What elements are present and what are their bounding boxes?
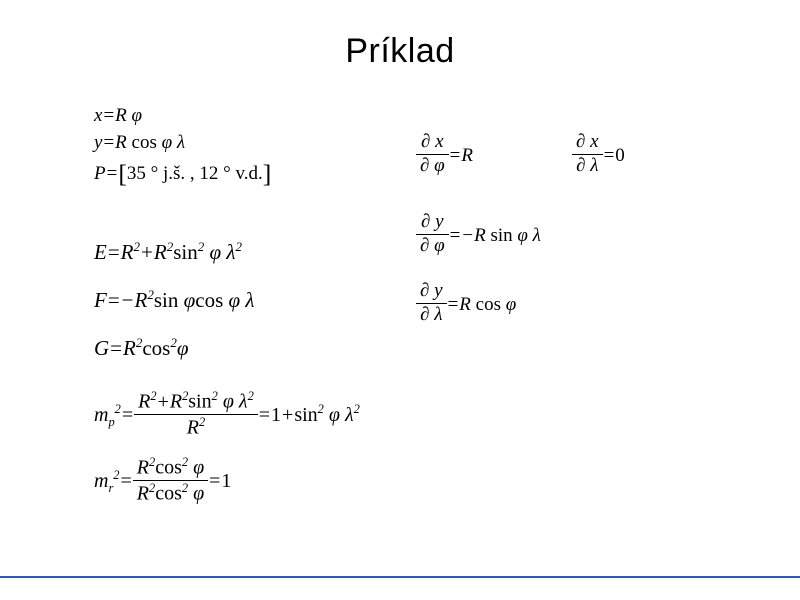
num-y: y xyxy=(434,280,443,302)
eq-F-exp1: 2 xyxy=(147,287,154,302)
eq-F-var: F xyxy=(94,288,107,312)
eq-mp-equals1: = xyxy=(121,403,134,426)
eq-mr-sub: r xyxy=(108,480,114,495)
num-plus: + xyxy=(157,390,169,413)
partial-icon: ∂ xyxy=(576,155,586,176)
bracket-open: [ xyxy=(118,159,127,188)
eq-E-equals: = xyxy=(107,240,120,264)
equation-dy-dphi xyxy=(416,211,541,259)
equation-y xyxy=(94,133,185,154)
fraction-denominator xyxy=(133,481,208,505)
eq-G-R: R xyxy=(123,336,136,360)
fraction-dy-dlambda xyxy=(416,281,447,326)
eq-mp-exp3: 2 xyxy=(353,402,360,417)
eq-F-phi1: φ xyxy=(183,288,196,312)
eq-mp-m: m xyxy=(94,403,109,426)
eq-G-exp1: 2 xyxy=(135,335,143,350)
eq-E-plus: + xyxy=(141,240,153,264)
eq-mp-exp: 2 xyxy=(114,402,121,417)
fraction-mp xyxy=(134,390,258,438)
eq-mp-sin: sin xyxy=(294,403,318,426)
fraction-numerator xyxy=(133,456,208,481)
eq-mp-equals2: = xyxy=(258,403,271,426)
footer-divider xyxy=(0,576,800,578)
equation-mr xyxy=(94,455,232,506)
den-phi: φ xyxy=(193,482,205,505)
eq-mp-lambda: λ xyxy=(344,403,354,426)
eq-dydlambda-R: R xyxy=(459,293,471,315)
eq-F-R: R xyxy=(134,288,148,312)
eq-y-cos: cos xyxy=(131,132,157,153)
num-exp3: 2 xyxy=(211,389,218,403)
eq-mr-equals2: = xyxy=(209,469,221,492)
eq-mr-equals1: = xyxy=(120,469,132,492)
eq-mr-exp: 2 xyxy=(113,468,120,483)
equation-dx-dphi xyxy=(416,131,473,179)
den-phi: φ xyxy=(434,155,445,176)
equation-mp xyxy=(94,389,360,440)
eq-dydphi-minus: − xyxy=(462,224,474,246)
fraction-numerator xyxy=(416,212,449,235)
eq-E-R1: R xyxy=(120,240,134,264)
fraction-numerator xyxy=(134,390,258,415)
eq-y-lambda: λ xyxy=(176,132,186,153)
fraction-dx-dlambda xyxy=(572,132,603,177)
eq-F-lambda: λ xyxy=(245,288,255,312)
eq-mp-one: 1 xyxy=(271,403,282,426)
eq-mr-m: m xyxy=(94,469,109,492)
eq-dydlambda-cos: cos xyxy=(475,293,501,315)
eq-y-var: y xyxy=(94,132,103,153)
den-phi: φ xyxy=(434,235,445,256)
partial-icon: ∂ xyxy=(420,155,430,176)
num-x: x xyxy=(435,131,444,153)
den-lambda: λ xyxy=(434,304,443,325)
eq-mp-exp2: 2 xyxy=(317,402,324,417)
eq-P-coords: 35 ° j.š. , 12 ° v.d. xyxy=(126,162,263,184)
num-R2: R xyxy=(169,390,183,413)
eq-E-phi: φ xyxy=(209,240,222,264)
fraction-denominator xyxy=(416,235,449,257)
eq-E-exp3: 2 xyxy=(197,239,205,254)
num-exp4: 2 xyxy=(247,389,254,403)
eq-dydlambda-equals: = xyxy=(447,293,459,315)
fraction-denominator xyxy=(416,304,447,326)
eq-mp-phi: φ xyxy=(328,403,340,426)
fraction-dy-dphi xyxy=(416,212,449,257)
equation-dx-dlambda xyxy=(572,131,625,179)
partial-icon: ∂ xyxy=(421,131,431,153)
page-title: Príklad xyxy=(345,32,455,70)
fraction-dx-dphi xyxy=(416,132,449,177)
num-lambda: λ xyxy=(238,390,248,413)
equation-F xyxy=(94,288,254,312)
num-y: y xyxy=(435,211,444,233)
equation-P xyxy=(94,160,271,188)
eq-E-exp4: 2 xyxy=(235,239,242,254)
eq-G-phi: φ xyxy=(176,336,189,360)
den-lambda: λ xyxy=(590,155,599,176)
num-exp2: 2 xyxy=(182,389,189,403)
equation-dy-dlambda xyxy=(416,280,517,328)
eq-F-cos: cos xyxy=(195,288,224,312)
num-exp1: 2 xyxy=(148,455,156,469)
eq-mp-plus: + xyxy=(282,403,294,426)
num-x: x xyxy=(590,131,599,153)
fraction-numerator xyxy=(416,281,447,304)
partial-icon: ∂ xyxy=(420,280,430,302)
bracket-close: ] xyxy=(262,159,272,188)
eq-mr-one: 1 xyxy=(221,469,232,492)
eq-P-equals: = xyxy=(106,162,118,184)
eq-G-cos: cos xyxy=(142,336,171,360)
den-cos: cos xyxy=(155,482,182,505)
num-R: R xyxy=(136,456,149,479)
eq-dxdphi-equals: = xyxy=(449,144,461,166)
num-phi: φ xyxy=(222,390,234,413)
eq-F-minus: − xyxy=(121,288,134,312)
eq-dydphi-phi: φ xyxy=(517,224,528,246)
den-exp1: 2 xyxy=(148,480,156,495)
num-exp2: 2 xyxy=(181,455,189,469)
eq-F-equals: = xyxy=(107,288,120,312)
eq-y-equals: = xyxy=(103,132,115,153)
eq-x-phi: φ xyxy=(131,105,143,126)
eq-P-var: P xyxy=(94,162,106,184)
eq-G-equals: = xyxy=(110,336,123,360)
eq-dydphi-lambda: λ xyxy=(532,224,541,246)
fraction-numerator xyxy=(416,132,449,155)
equation-x xyxy=(94,106,142,127)
eq-dydlambda-phi: φ xyxy=(505,293,517,315)
eq-F-sin: sin xyxy=(153,288,179,312)
eq-dxdlambda-equals: = xyxy=(603,144,615,166)
num-sin: sin xyxy=(188,390,212,413)
eq-E-exp2: 2 xyxy=(166,239,174,254)
eq-x-equals: = xyxy=(103,105,115,126)
eq-dydphi-R: R xyxy=(474,224,486,246)
eq-x-var: x xyxy=(94,105,103,126)
eq-G-var: G xyxy=(94,336,110,360)
eq-E-sin: sin xyxy=(173,240,198,264)
eq-y-R: R xyxy=(115,132,127,153)
eq-y-phi: φ xyxy=(161,132,173,153)
equation-E xyxy=(94,240,242,264)
den-exp2: 2 xyxy=(181,480,189,495)
den-R: R xyxy=(136,482,149,505)
num-phi: φ xyxy=(193,456,205,479)
fraction-denominator xyxy=(572,155,603,177)
num-R1: R xyxy=(138,390,151,413)
fraction-numerator xyxy=(572,132,603,155)
partial-icon: ∂ xyxy=(420,235,430,256)
fraction-mr xyxy=(133,456,208,504)
eq-E-var: E xyxy=(94,240,107,264)
num-cos: cos xyxy=(155,456,182,479)
eq-E-exp1: 2 xyxy=(133,239,141,254)
eq-mp-sub: p xyxy=(108,414,115,429)
partial-icon: ∂ xyxy=(576,131,586,153)
eq-dydphi-sin: sin xyxy=(490,224,513,246)
eq-E-lambda: λ xyxy=(226,240,236,264)
eq-dydphi-equals: = xyxy=(449,224,461,246)
den-R: R xyxy=(186,416,199,439)
fraction-denominator xyxy=(416,155,449,177)
equation-G xyxy=(94,336,189,360)
eq-G-exp2: 2 xyxy=(170,335,177,350)
partial-icon: ∂ xyxy=(420,304,430,325)
eq-dxdphi-R: R xyxy=(461,144,473,166)
eq-x-R: R xyxy=(115,105,127,126)
eq-E-R2: R xyxy=(153,240,167,264)
eq-F-phi2: φ xyxy=(228,288,241,312)
den-exp: 2 xyxy=(198,414,206,429)
eq-dxdlambda-zero: 0 xyxy=(615,144,625,166)
partial-icon: ∂ xyxy=(421,211,431,233)
num-exp1: 2 xyxy=(150,389,157,403)
fraction-denominator xyxy=(134,415,258,439)
